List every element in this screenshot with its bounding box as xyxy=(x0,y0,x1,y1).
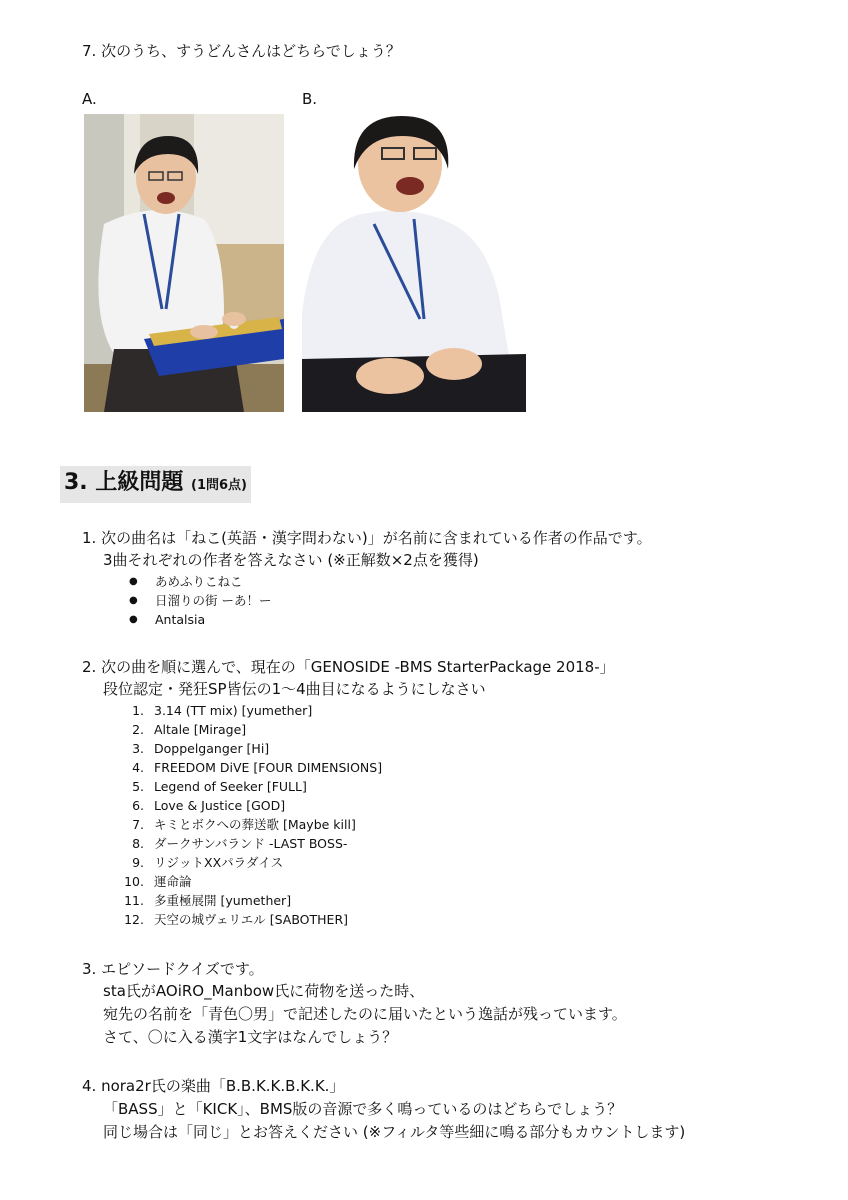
list-item xyxy=(118,815,382,834)
list-item xyxy=(118,758,382,777)
q2-song-list xyxy=(118,701,382,929)
section-title: 3. 上級問題 xyxy=(64,470,184,495)
item-title: Doppelganger [Hi] xyxy=(154,741,270,756)
item-title: 多重極展開 [yumether] xyxy=(154,893,292,908)
q1-line1: 1. 次の曲名は「ねこ(英語・漢字問わない)」が名前に含まれている作者の作品です。 xyxy=(82,529,652,547)
item-title: リジットXXパラダイス xyxy=(154,855,284,870)
q3-line3: 宛先の名前を「青色〇男」で記述したのに届いたという逸話が残っています。 xyxy=(103,1005,627,1023)
item-number: 12. xyxy=(124,912,144,927)
section-points: (1問6点) xyxy=(191,478,247,493)
q4-line2: 「BASS」と「KICK」、BMS版の音源で多く鳴っているのはどちらでしょう？ xyxy=(103,1100,623,1118)
item-number: 11. xyxy=(124,893,144,908)
item-number: 4. xyxy=(132,760,144,775)
item-number: 8. xyxy=(132,836,144,851)
list-item: ● 日溜りの街 ーあ！ー xyxy=(129,591,271,610)
item-number: 2. xyxy=(132,722,144,737)
q4-line1: 4. nora2r氏の楽曲「B.B.K.K.B.K.K.」 xyxy=(82,1077,345,1095)
q2-line2: 段位認定・発狂SP皆伝の1〜4曲目になるようにしなさい xyxy=(103,680,486,698)
list-item: ● あめふりこねこ xyxy=(129,572,271,591)
section-heading xyxy=(60,466,251,503)
list-item: ● Antalsia xyxy=(129,610,271,629)
list-item xyxy=(118,720,382,739)
item-title: Love & Justice [GOD] xyxy=(154,798,286,813)
q4-line3: 同じ場合は「同じ」とお答えください (※フィルタ等些細に鳴る部分もカウントします) xyxy=(103,1123,686,1141)
q1-line2: 3曲それぞれの作者を答えなさい (※正解数×2点を獲得) xyxy=(103,551,479,569)
q7-title: 7. 次のうち、すうどんさんはどちらでしょう？ xyxy=(82,42,401,60)
item-number: 6. xyxy=(132,798,144,813)
q3-line1: 3. エピソードクイズです。 xyxy=(82,960,264,978)
item-title: Altale [Mirage] xyxy=(154,722,247,737)
list-item xyxy=(118,777,382,796)
item-title: 運命論 xyxy=(154,874,192,889)
list-item xyxy=(118,701,382,720)
item-title: ダークサンバランド -LAST BOSS- xyxy=(154,836,348,851)
item-number: 7. xyxy=(132,817,144,832)
list-item xyxy=(118,910,382,929)
list-item xyxy=(118,891,382,910)
item-title: 3.14 (TT mix) [yumether] xyxy=(154,703,313,718)
list-item xyxy=(118,796,382,815)
option-b-label: B. xyxy=(302,90,318,108)
item-title: Legend of Seeker [FULL] xyxy=(154,779,307,794)
item-title: キミとボクへの葬送歌 [Maybe kill] xyxy=(154,817,356,832)
item-number: 1. xyxy=(132,703,144,718)
list-item xyxy=(118,853,382,872)
item-number: 3. xyxy=(132,741,144,756)
item-number: 5. xyxy=(132,779,144,794)
list-item xyxy=(118,872,382,891)
list-item xyxy=(118,739,382,758)
list-item xyxy=(118,834,382,853)
item-title: FREEDOM DiVE [FOUR DIMENSIONS] xyxy=(154,760,383,775)
q2-line1: 2. 次の曲を順に選んで、現在の「GENOSIDE -BMS StarterPackage 2018-」 xyxy=(82,658,615,676)
q1-song-list xyxy=(129,572,271,629)
q3-line4: さて、〇に入る漢字1文字はなんでしょう？ xyxy=(103,1028,398,1046)
option-a-label: A. xyxy=(82,90,97,108)
photo-b xyxy=(302,114,526,412)
item-title: 天空の城ヴェリエル [SABOTHER] xyxy=(154,912,349,927)
item-number: 10. xyxy=(124,874,144,889)
photo-a xyxy=(84,114,284,412)
item-number: 9. xyxy=(132,855,144,870)
q3-line2: sta氏がAOiRO_Manbow氏に荷物を送った時、 xyxy=(103,982,425,1000)
